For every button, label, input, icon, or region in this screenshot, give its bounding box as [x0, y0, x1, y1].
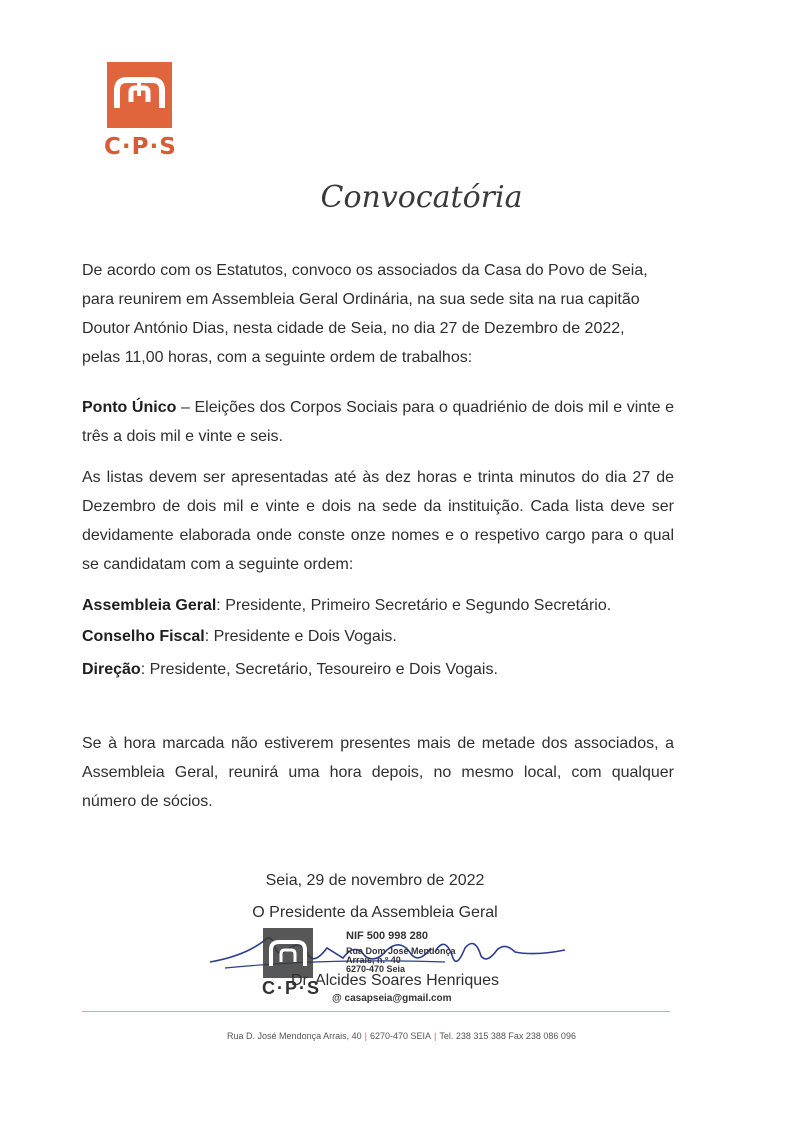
- stamp-address-1: Rua Dom José Mendonça: [346, 946, 456, 956]
- ponto-unico-paragraph: [82, 393, 674, 451]
- footer-address: Rua D. José Mendonça Arrais, 40: [227, 1031, 362, 1041]
- logo-text: C·P·S: [104, 134, 177, 160]
- intro-line-2: para reunirem em Assembleia Geral Ordinária, na sua sede sita na rua capitão: [82, 291, 640, 308]
- footer-postal: 6270-470 SEIA: [369, 1031, 431, 1041]
- page-title: Convocatória: [320, 180, 523, 215]
- signatory-name: Dr. Alcides Soares Henriques: [290, 972, 500, 989]
- signatory-role: O Presidente da Assembleia Geral: [252, 904, 498, 921]
- footer-contacts: Tel. 238 315 388 Fax 238 086 096: [439, 1031, 576, 1041]
- stamp-logo-icon: [263, 928, 313, 978]
- intro-line-1: De acordo com os Estatutos, convoco os associados da Casa do Povo de Seia,: [82, 262, 648, 279]
- stamp-nif: NIF 500 998 280: [346, 930, 428, 942]
- footer: Rua D. José Mendonça Arrais, 40 | 6270-470 SEIA | Tel. 238 315 388 Fax 238 086 096: [227, 1031, 576, 1041]
- orgao-direcao: Direção: Presidente, Secretário, Tesoureiro e Dois Vogais.: [82, 661, 498, 678]
- orgao-assembleia: Assembleia Geral: Presidente, Primeiro Secretário e Segundo Secretário.: [82, 597, 612, 614]
- intro-line-3: Doutor António Dias, nesta cidade de Seia, no dia 27 de Dezembro de 2022,: [82, 320, 625, 337]
- orgao-conselho-fiscal: Conselho Fiscal: Presidente e Dois Vogais.: [82, 628, 397, 645]
- stamp-email: @ casapseia@gmail.com: [332, 993, 452, 1004]
- footer-divider: [82, 1011, 670, 1012]
- ponto-unico-label: Ponto Único: [82, 399, 177, 416]
- stamp-address-3: 6270-470 Seia: [346, 964, 406, 974]
- listas-paragraph: As listas devem ser apresentadas até às dez horas e trinta minutos do dia 27 de Dezembro de dois mil e vinte e dois na sede da instituição. Cada lista deve ser devidamente elaborada onde conste onze nomes e o respetivo cargo para o qual se candidatam com a seguinte ordem:: [82, 469, 674, 573]
- place-date: Seia, 29 de novembro de 2022: [265, 872, 485, 889]
- quorum-paragraph: Se à hora marcada não estiverem presentes mais de metade dos associados, a Assembleia Geral, reunirá uma hora depois, no mesmo local, com qualquer número de sócios.: [82, 735, 674, 810]
- stamp-cps: C·P·S: [262, 978, 321, 998]
- intro-line-4: pelas 11,00 horas, com a seguinte ordem de trabalhos:: [82, 349, 473, 366]
- logo: [107, 62, 172, 128]
- at-icon: @: [332, 993, 345, 1004]
- ponto-unico-text: – Eleições dos Corpos Sociais para o quadriénio de dois mil e vinte e três a dois mil e vinte e seis.: [82, 399, 674, 445]
- stamp-address-2: Arrais, n.º 40: [346, 955, 401, 965]
- logo-mark-icon: [107, 62, 172, 128]
